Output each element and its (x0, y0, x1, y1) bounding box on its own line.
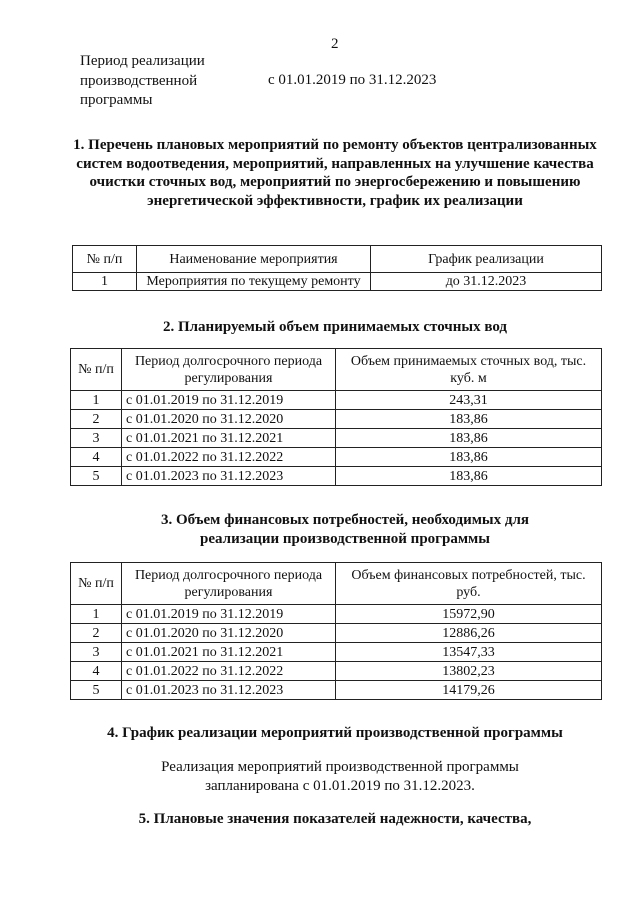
section-2-title: 2. Планируемый объем принимаемых сточных вод (162, 319, 508, 335)
cell: 183,86 (336, 448, 602, 467)
cell: 2 (71, 624, 122, 643)
header-cell: Наименование мероприятия (137, 246, 371, 273)
table-header-row (71, 563, 602, 605)
cell: 12886,26 (336, 624, 602, 643)
cell: с 01.01.2022 по 31.12.2022 (122, 448, 336, 467)
table-header-row (73, 246, 602, 273)
header-cell: № п/п (71, 563, 122, 605)
section-3-table (70, 562, 602, 700)
table-row (71, 429, 602, 448)
header-cell: № п/п (73, 246, 137, 273)
table-row (73, 273, 602, 291)
table-row (71, 681, 602, 700)
section-1-table (72, 245, 602, 291)
period-label: Период реализации производственной программы (80, 53, 205, 108)
header-cell: № п/п (71, 349, 122, 391)
cell: с 01.01.2023 по 31.12.2023 (122, 681, 336, 700)
cell: до 31.12.2023 (371, 273, 602, 291)
cell: с 01.01.2020 по 31.12.2020 (122, 624, 336, 643)
section-2-table (70, 348, 602, 486)
cell: 243,31 (336, 391, 602, 410)
table-row (71, 467, 602, 486)
cell: 183,86 (336, 429, 602, 448)
cell: 4 (71, 448, 122, 467)
header-cell: Период долгосрочного периода регулирования (122, 563, 336, 605)
cell: Мероприятия по текущему ремонту (137, 273, 371, 291)
cell: 13547,33 (336, 643, 602, 662)
cell: 1 (71, 391, 122, 410)
header-cell: График реализации (371, 246, 602, 273)
cell: 13802,23 (336, 662, 602, 681)
table-row (71, 662, 602, 681)
cell: с 01.01.2021 по 31.12.2021 (122, 429, 336, 448)
header-cell: Объем финансовых потребностей, тыс. руб. (336, 563, 602, 605)
cell: 4 (71, 662, 122, 681)
cell: с 01.01.2022 по 31.12.2022 (122, 662, 336, 681)
section-5-title: 5. Плановые значения показателей надежности, качества, (138, 811, 532, 827)
section-1-title: 1. Перечень плановых мероприятий по ремонту объектов централизованных систем водоотведения, мероприятий, направленных на улучшение качества очистки сточных вод, мероприятий по энергосбережению и повышению энергетической эффективности, график их реализации (73, 137, 597, 209)
cell: с 01.01.2020 по 31.12.2020 (122, 410, 336, 429)
cell: 3 (71, 429, 122, 448)
table-row (71, 643, 602, 662)
table-header-row (71, 349, 602, 391)
cell: 1 (73, 273, 137, 291)
table-row (71, 410, 602, 429)
cell: 5 (71, 467, 122, 486)
table-row (71, 624, 602, 643)
header-cell: Объем принимаемых сточных вод, тыс. куб. м (336, 349, 602, 391)
section-4-text: Реализация мероприятий производственной программы запланирована с 01.01.2019 по 31.12.2023. (161, 759, 519, 794)
cell: 183,86 (336, 467, 602, 486)
cell: с 01.01.2019 по 31.12.2019 (122, 391, 336, 410)
page-number: 2 (331, 36, 339, 52)
period-value: с 01.01.2019 по 31.12.2023 (268, 72, 437, 88)
cell: 5 (71, 681, 122, 700)
cell: 3 (71, 643, 122, 662)
cell: 183,86 (336, 410, 602, 429)
cell: 2 (71, 410, 122, 429)
cell: с 01.01.2019 по 31.12.2019 (122, 605, 336, 624)
cell: с 01.01.2023 по 31.12.2023 (122, 467, 336, 486)
header-cell: Период долгосрочного периода регулирования (122, 349, 336, 391)
table-row (71, 448, 602, 467)
section-4-title: 4. График реализации мероприятий производственной программы (107, 725, 563, 741)
cell: 15972,90 (336, 605, 602, 624)
cell: 1 (71, 605, 122, 624)
cell: 14179,26 (336, 681, 602, 700)
section-3-title: 3. Объем финансовых потребностей, необходимых для реализации производственной программы (160, 512, 530, 547)
table-row (71, 391, 602, 410)
cell: с 01.01.2021 по 31.12.2021 (122, 643, 336, 662)
table-row (71, 605, 602, 624)
